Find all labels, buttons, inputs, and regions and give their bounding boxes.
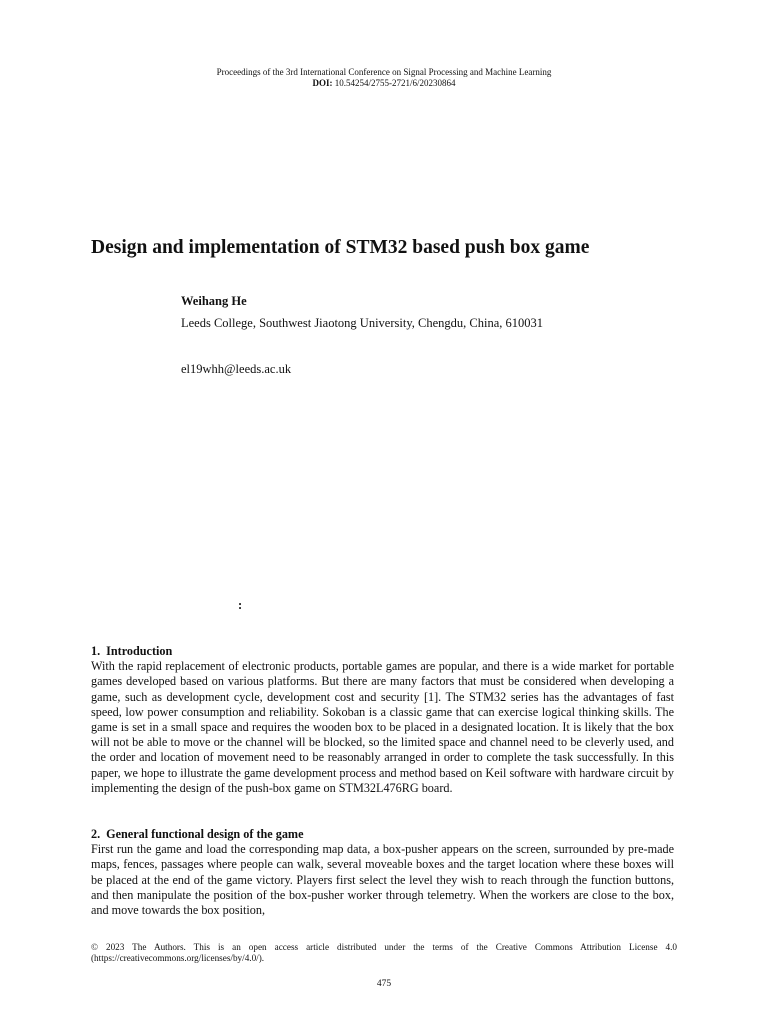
author-name: Weihang He <box>181 294 247 308</box>
running-header <box>0 67 768 89</box>
paper-title: Design and implementation of STM32 based push box game <box>91 237 590 258</box>
section-title: Introduction <box>106 644 173 658</box>
doi-label: DOI: <box>312 78 333 88</box>
section-general-design <box>91 827 674 918</box>
section-body: First run the game and load the corresponding map data, a box-pusher appears on the screen, surrounded by pre-made maps, fences, passages where people can walk, several moveable boxes and the target location where these boxes will be placed at the end of the game victory. Players first select the level they wish to reach through the function buttons, and then manipulate the position of the box-pusher worker through telemetry. When the workers are close to the box, and move towards the box position, <box>91 842 674 918</box>
section-number: 1. <box>91 644 101 658</box>
section-heading <box>91 827 674 842</box>
doi-line <box>0 78 768 89</box>
keywords-colon: : <box>238 598 243 612</box>
proceedings-line: Proceedings of the 3rd International Conference on Signal Processing and Machine Learning <box>216 67 552 77</box>
section-introduction <box>91 644 674 796</box>
license-footnote: © 2023 The Authors. This is an open access article distributed under the terms of the Creative Commons Attribution License 4.0 (https://creativecommons.org/licenses/by/4.0/). <box>91 942 677 963</box>
doi-value: 10.54254/2755-2721/6/20230864 <box>332 78 456 88</box>
author-affiliation: Leeds College, Southwest Jiaotong University, Chengdu, China, 610031 <box>181 316 543 330</box>
author-email: el19whh@leeds.ac.uk <box>181 362 292 376</box>
section-body: With the rapid replacement of electronic products, portable games are popular, and there is a wide market for portable games developed based on various platforms. But there are many factors that must be considered when developing a game, such as development cycle, development cost and security [1]. The STM32 series has the advantages of fast speed, low power consumption and reliability. Sokoban is a classic game that can exercise logical thinking skills. The game is set in a small space and requires the wooden box to be placed in a designated location. It is likely that the box will not be able to move or the channel will be blocked, so the limited space and channel need to be cleverly used, and the order and location of movement need to be reasonably arranged in order to complete the task successfully. In this paper, we hope to illustrate the game development process and method based on Keil software with hardware circuit by implementing the design of the push-box game on STM32L476RG board. <box>91 659 674 795</box>
page-number: 475 <box>376 979 392 989</box>
section-heading <box>91 644 674 659</box>
section-number: 2. <box>91 827 101 841</box>
section-title: General functional design of the game <box>106 827 304 841</box>
